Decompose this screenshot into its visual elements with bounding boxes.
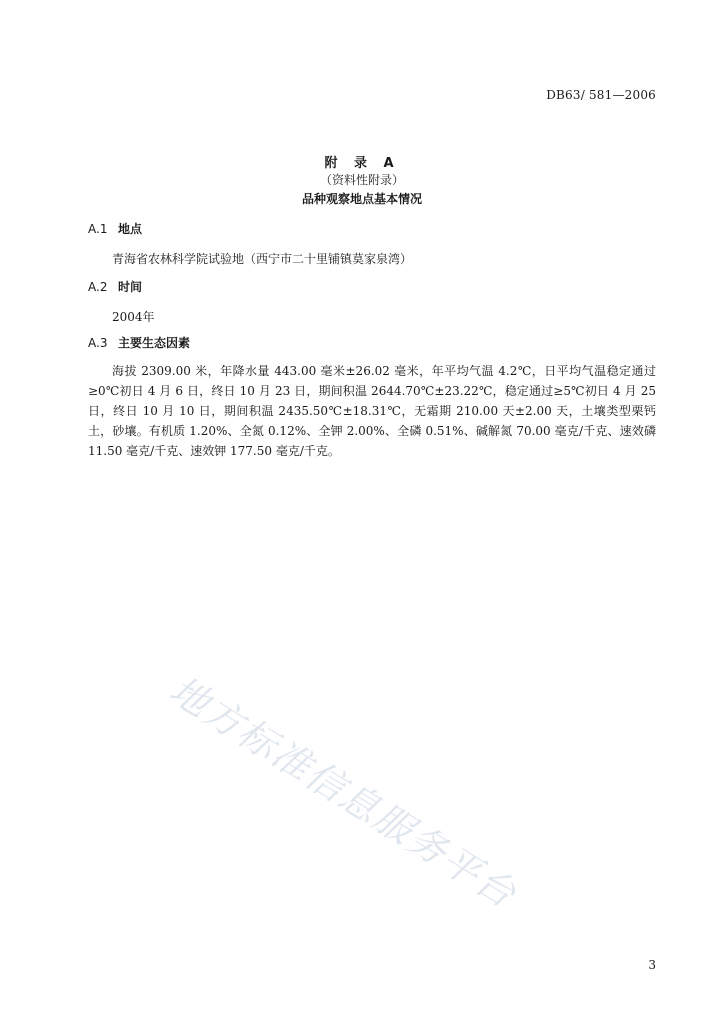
section-a2: [88, 278, 656, 327]
page-number: 3: [648, 958, 656, 972]
appendix-name: 品种观察地点基本情况: [301, 192, 422, 206]
section-body: 青海省农林科学院试验地（西宁市二十里铺镇莫家泉湾）: [112, 252, 413, 266]
section-a1: [88, 220, 656, 269]
section-heading: [88, 278, 656, 295]
section-body: 2004年: [112, 310, 155, 324]
section-title: 地点: [118, 222, 143, 236]
appendix-subtitle: （资料性附录）: [319, 173, 404, 187]
watermark: 地方标准信息服务平台: [161, 667, 525, 917]
section-title: 时间: [118, 280, 143, 294]
section-body: 海拔 2309.00 米，年降水量 443.00 毫米±26.02 毫米，年平均气温 4.2℃，日平均气温稳定通过≥0℃初日 4 月 6 日，终日 10 月 23 日，期间积温 2644.70℃±23.22℃，稳定通过≥5℃初日 4 月 25 日，终日 10 月 10 日，期间积温 2435.50℃±18.31℃，无霜期 210.00 天±2.00 天，土壤类型栗钙土，砂壤。有机质 1.20%、全氮 0.12%、全钾 2.00%、全磷 0.51%、碱解氮 70.00 毫克/千克、速效磷 11.50 毫克/千克、速效钾 177.50 毫克/千克。: [88, 364, 656, 458]
section-title: 主要生态因素: [118, 336, 191, 350]
document-code: DB63/ 581—2006: [546, 88, 656, 102]
section-heading: [88, 334, 656, 351]
section-number: A.2: [88, 280, 108, 294]
appendix-title: 附 录 A: [324, 156, 400, 171]
section-number: A.3: [88, 336, 108, 350]
section-a3: [88, 334, 656, 461]
section-heading: [88, 220, 656, 237]
section-number: A.1: [88, 222, 108, 236]
